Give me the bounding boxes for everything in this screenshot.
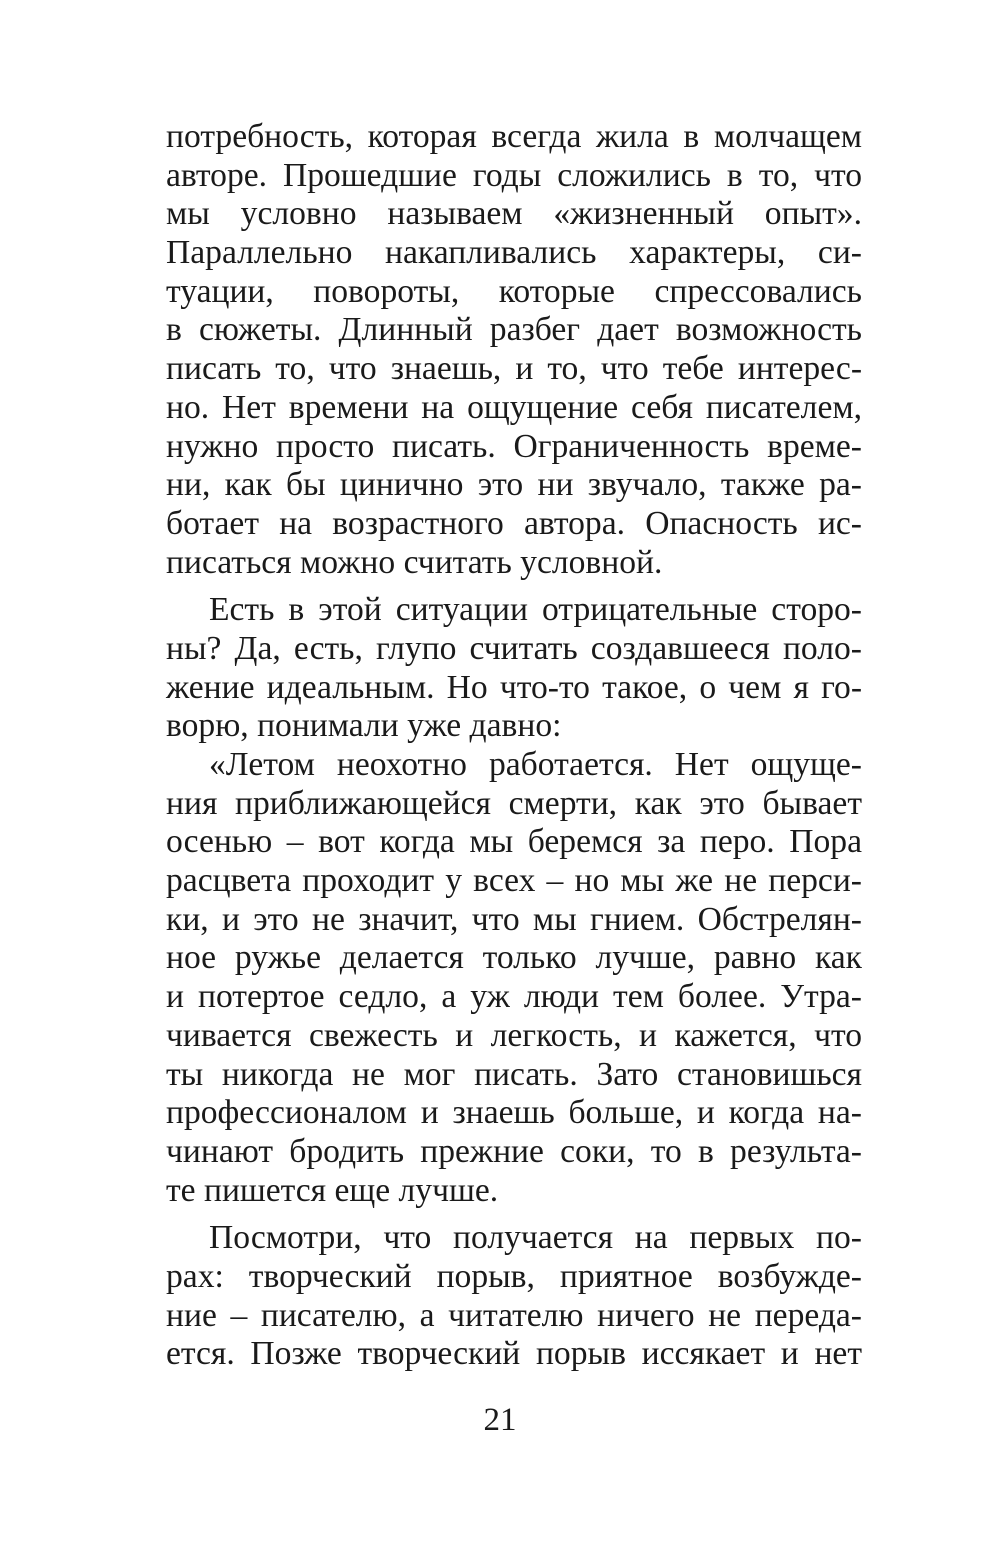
- text-line: чинают бродить прежние соки, то в результа-: [166, 1132, 862, 1170]
- text-line: Посмотри, что получается на первых по-: [209, 1219, 862, 1257]
- text-line: и потертое седло, а уж люди тем более. Утра-: [166, 978, 862, 1016]
- text-line: писать то, что знаешь, и то, что тебе интерес-: [166, 350, 862, 388]
- page-number: 21: [483, 1402, 517, 1438]
- text-line: в сюжеты. Длинный разбег дает возможность: [166, 311, 862, 349]
- body-text: [166, 118, 862, 1374]
- text-line: ни, как бы цинично это ни звучало, также ра-: [166, 466, 862, 504]
- paragraph-gap: [166, 582, 862, 591]
- text-line: ты никогда не мог писать. Зато становишься: [166, 1055, 862, 1093]
- text-line: «Летом неохотно работается. Нет ощуще-: [209, 746, 862, 783]
- text-line: жение идеальным. Но что-то такое, о чем я го-: [166, 668, 862, 706]
- text-line: профессионалом и знаешь больше, и когда на-: [166, 1094, 862, 1132]
- text-line: Есть в этой ситуации отрицательные сторо-: [209, 591, 862, 629]
- text-line: ние – писателю, а читателю ничего не переда-: [166, 1296, 862, 1334]
- paragraph-gap: [166, 1210, 862, 1219]
- text-line: ны? Да, есть, глупо считать создавшееся поло-: [166, 629, 862, 667]
- text-line: ворю, понимали уже давно:: [166, 707, 562, 745]
- text-line: авторе. Прошедшие годы сложились в то, что: [166, 156, 862, 194]
- text-line: ется. Позже творческий порыв иссякает и нет: [166, 1335, 862, 1373]
- text-line: чивается свежесть и легкость, и кажется, что: [166, 1016, 862, 1054]
- text-line: Параллельно накапливались характеры, си-: [166, 234, 862, 272]
- text-line: ния приближающейся смерти, как это бывает: [166, 784, 862, 822]
- text-line: ботает на возрастного автора. Опасность ис-: [166, 504, 862, 542]
- text-line: осенью – вот когда мы беремся за перо. Пора: [166, 823, 862, 861]
- text-line: писаться можно считать условной.: [166, 543, 663, 581]
- text-line: расцвета проходит у всех – но мы же не перси-: [166, 862, 862, 900]
- text-line: ное ружье делается только лучше, равно как: [166, 939, 862, 977]
- text-line: нужно просто писать. Ограниченность време-: [166, 427, 862, 465]
- text-line: рах: творческий порыв, приятное возбужде-: [166, 1257, 862, 1295]
- text-line: мы условно называем «жизненный опыт».: [166, 195, 862, 233]
- text-line: потребность, которая всегда жила в молчащем: [166, 118, 862, 155]
- text-line: те пишется еще лучше.: [166, 1171, 499, 1209]
- text-line: ки, и это не значит, что мы гнием. Обстрелян-: [166, 900, 862, 938]
- text-line: туации, повороты, которые спрессовались: [166, 272, 862, 310]
- text-line: но. Нет времени на ощущение себя писателем,: [166, 388, 862, 426]
